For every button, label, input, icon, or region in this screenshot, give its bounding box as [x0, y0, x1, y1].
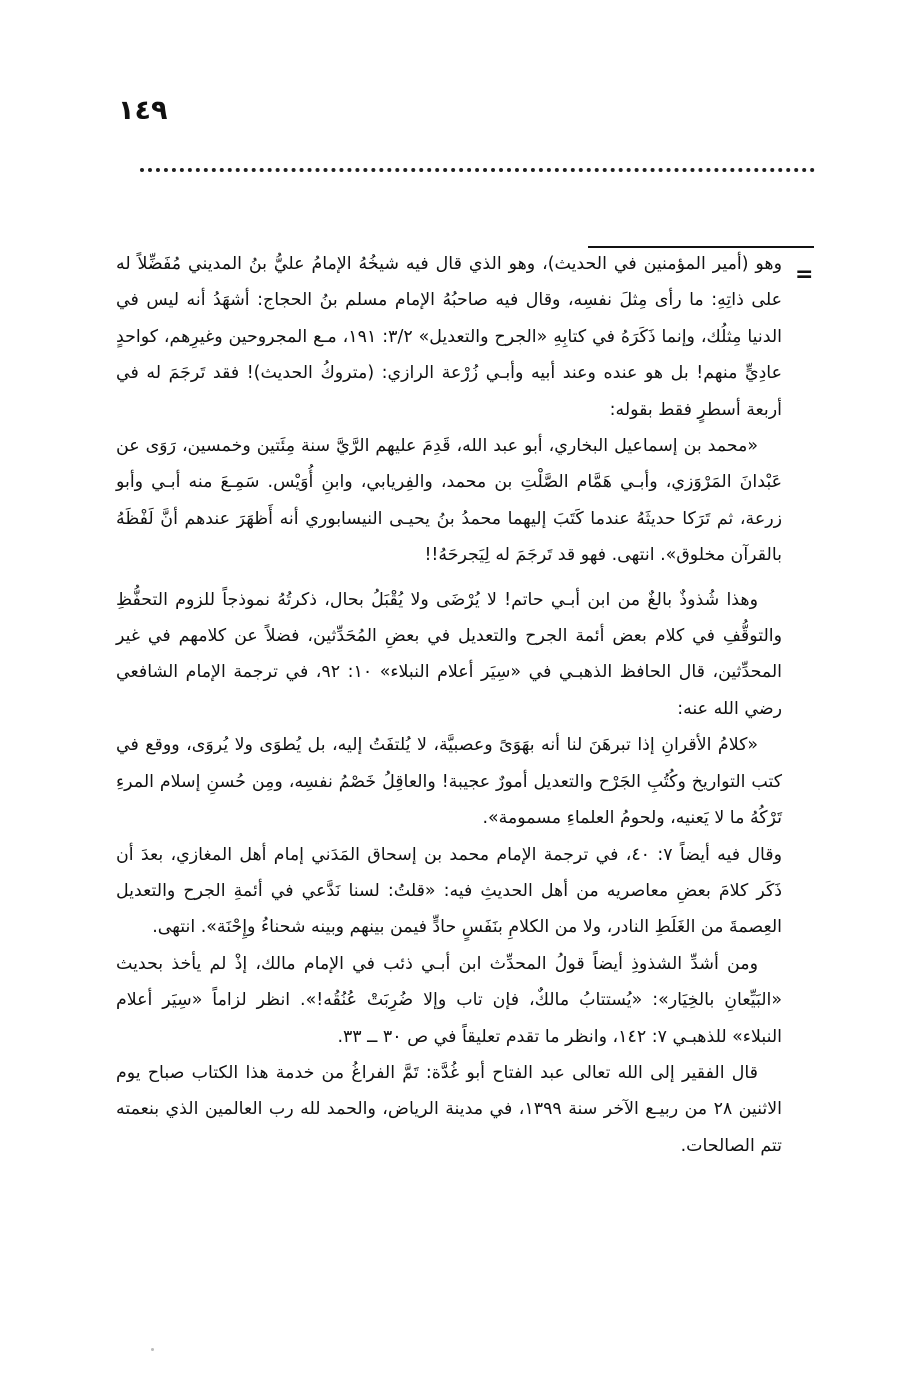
- paragraph-ibn-ishaq: وقال فيه أيضاً ٧: ٤٠، في ترجمة الإمام محمد بن إسحاق المَدَني إمام أهل المغازي، بعدَ أن ذَكَر كلامَ بعضِ معاصريه من أهل الحديثِ فيه: «قلتُ: لسنا نَدَّعي في أئمةِ الجرح والتعديل العِصمةَ من الغَلَطِ النادر، ولا من الكلامِ بنَفَسٍ حادٍّ فيمن بينهم وبينه شحناءُ وإِحْنَة». انتهى.: [116, 844, 782, 938]
- quote-kalam-aqran: «كلامُ الأقرانِ إذا تبرهَنَ لنا أنه بهَوَىً وعصبيَّة، لا يُلتفَتُ إليه، بل يُطوَى ولا يُروَى، ووقع في كتب التواريخ وكُتُبِ الجَرْح والتعديل أمورٌ عجيبة! والعاقِلُ خَصْمُ نفسِه، ومِن حُسنِ إسلام المرءِ تَرْكُهُ ما لا يَعنيه، ولحومُ العلماءِ مسمومة».: [116, 735, 782, 829]
- footnote-paragraph-bukhari: وهو (أمير المؤمنين في الحديث)، وهو الذي قال فيه شيخُهُ الإمامُ عليُّ بنُ المديني مُفَضِّلاً له على ذاتِهِ: ما رأى مِثلَ نفسِه، وقال فيه صاحبُهُ الإمام مسلم بنُ الحجاج: أشهَدُ أنه ليس في الدنيا مِثلُك، وإنما ذَكَرَهُ في كتابِهِ «الجرح والتعديل» ٣/٢: ١٩١، مـع المجروحين وغيرِهم، كواحدٍ عادِيٍّ منهم! بل هو عنده وعند أبيه وأبـي زُرْعة الرازي: (متروكُ الحديث)! فقد تَرجَمَ له في أربعة أسطرٍ فقط بقوله:: [116, 254, 783, 420]
- footnote-continuation-mark: =: [795, 262, 814, 287]
- dotted-divider: [140, 168, 815, 172]
- page-number: ١٤٩: [118, 95, 168, 126]
- quote-jarh-tadil-entry: «محمد بن إسماعيل البخاري، أبو عبد الله، قَدِمَ عليهم الرَّيَّ سنة مِئَتين وخمسين، رَوَى عن عَبْدانَ المَرْوَزي، وأبـي هَمَّام الصَّلْتِ بن محمد، والفِريابي، وابنِ أُوَيْس. سَمِـعَ منه أبـي وأبو زرعة، ثم تَرَكا حديثَهُ عندما كَتَبَ إليهما محمدُ بنُ يحيـى النيسابوري أنه أَظهَرَ عندهم أنَّ لَفْظَهُ بالقرآن مخلوق». انتهى. فهو قد تَرجَمَ له لِيَجرحَهُ!!: [116, 436, 782, 566]
- paragraph-colophon: قال الفقير إلى الله تعالى عبد الفتاح أبو غُدَّة: تَمَّ الفراغُ من خدمة هذا الكتاب صباح يوم الاثنين ٢٨ من ربيـع الآخر سنة ١٣٩٩، في مدينة الرياض، والحمد لله رب العالمين الذي بنعمته تتم الصالحات.: [116, 1062, 783, 1156]
- paragraph-shudhudh: وهذا شُذوذٌ بالغٌ من ابن أبـي حاتم! لا يُرْضَى ولا يُقْبَلُ بحال، ذكرتُهُ نموذجاً للزوم التحفُّظِ والتوقُّفِ في كلام بعض أئمة الجرح والتعديل في بعضِ المُحَدِّثين، فضلاً عن كلامهم في غير المحدِّثين، قال الحافظ الذهبـي في «سِيَر أعلام النبلاء» ١٠: ٩٢، في ترجمة الإمام الشافعي رضي الله عنه:: [116, 589, 783, 719]
- paragraph-ibn-abi-dhib: ومن أشدِّ الشذوذِ أيضاً قولُ المحدِّث ابن أبـي ذئب في الإمام مالك، إذْ لم يأخذ بحديث «البَيِّعانِ بالخِيَار»: «يُستتابُ مالكٌ، فإن تاب وإلا ضُرِبَتْ عُنُقُه!». انظر لزاماً «سِيَر أعلام النبلاء» للذهبـي ٧: ١٤٢، وانظر ما تقدم تعليقاً في ص ٣٠ ــ ٣٣.: [116, 953, 782, 1047]
- footnote-body: [116, 246, 782, 1164]
- scan-speck: [151, 1348, 154, 1351]
